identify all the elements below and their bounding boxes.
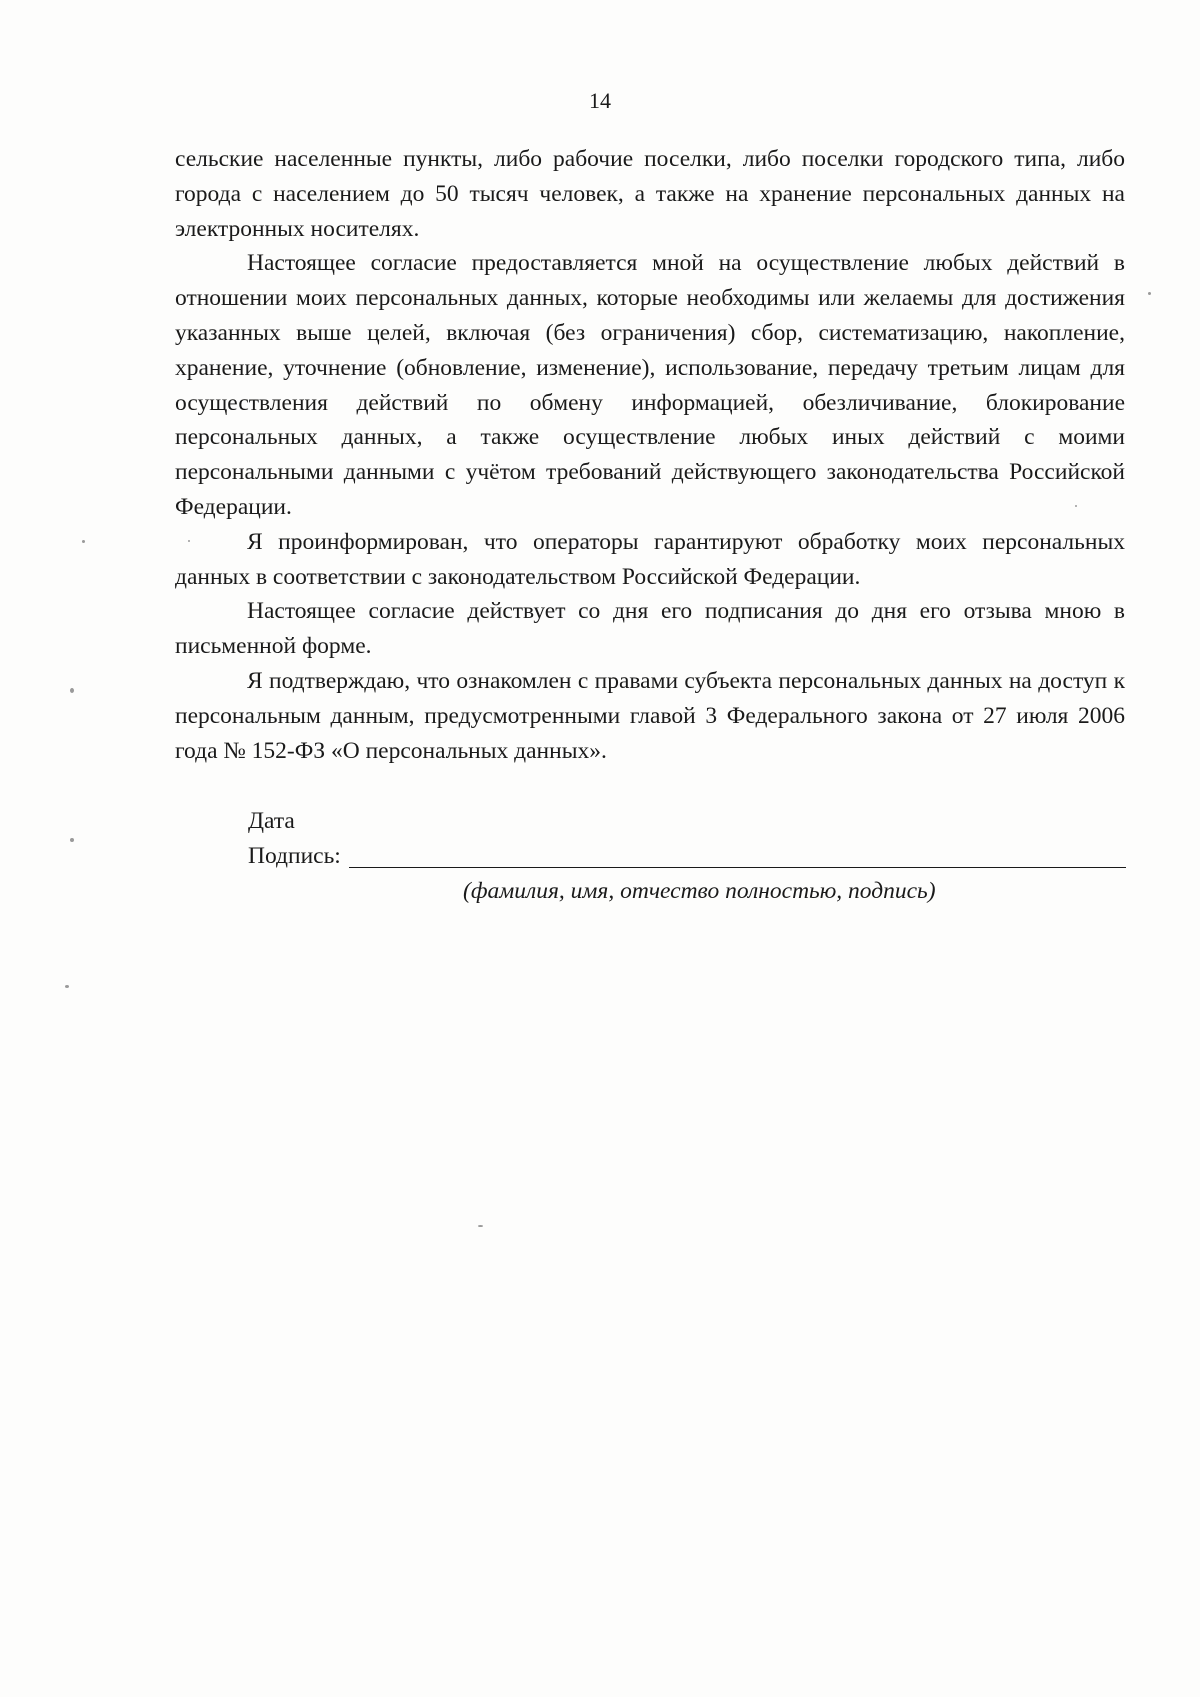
paragraph-consent-validity: Настоящее согласие действует со дня его подписания до дня его отзыва мною в письменной форме. [175,598,1125,660]
date-label: Дата [248,808,295,834]
signature-label: Подпись: [248,842,341,869]
signature-line [349,867,1126,868]
paragraph-rights-acknowledgement: Я подтверждаю, что ознакомлен с правами субъекта персональных данных на доступ к персональным данным, предусмотренными главой 3 Федерального закона от 27 июля 2006 года № 152-ФЗ «О персональных данных». [175,667,1125,764]
paragraph-consent-scope: Настоящее согласие предоставляется мной на осуществление любых действий в отношении моих персональных данных, которые необходимы или желаемы для достижения указанных выше целей, включая (без ограничения) сбор, систематизацию, накопление, хранение, уточнение (обновление, изменение), использование, передачу третьим лицам для осуществления действий по обмену информацией, обезличивание, блокирование персональных данных, а также осуществление любых иных действий с моими персональными данными с учётом требований действующего законодательства Российской Федерации. [175,250,1125,520]
scan-speck [70,838,74,842]
paragraph-continuation: сельские населенные пункты, либо рабочие поселки, либо поселки городского типа, либо города с населением до 50 тысяч человек, а также на хранение персональных данных на электронных носителях. [175,146,1125,242]
signature-row [248,839,1126,874]
signature-block [248,804,1126,874]
scan-speck [188,540,190,542]
page-number: 14 [589,88,611,113]
signature-caption: (фамилия, имя, отчество полностью, подпись) [463,878,936,904]
scan-speck [478,1225,483,1227]
scan-speck [1148,292,1151,295]
scan-speck [70,688,74,693]
scan-speck [65,985,69,988]
scan-speck [82,540,85,543]
scan-speck [1075,505,1077,507]
paragraph-operator-guarantee: Я проинформирован, что операторы гарантируют обработку моих персональных данных в соответствии с законодательством Российской Федерации. [175,528,1125,590]
document-body [175,142,1125,768]
